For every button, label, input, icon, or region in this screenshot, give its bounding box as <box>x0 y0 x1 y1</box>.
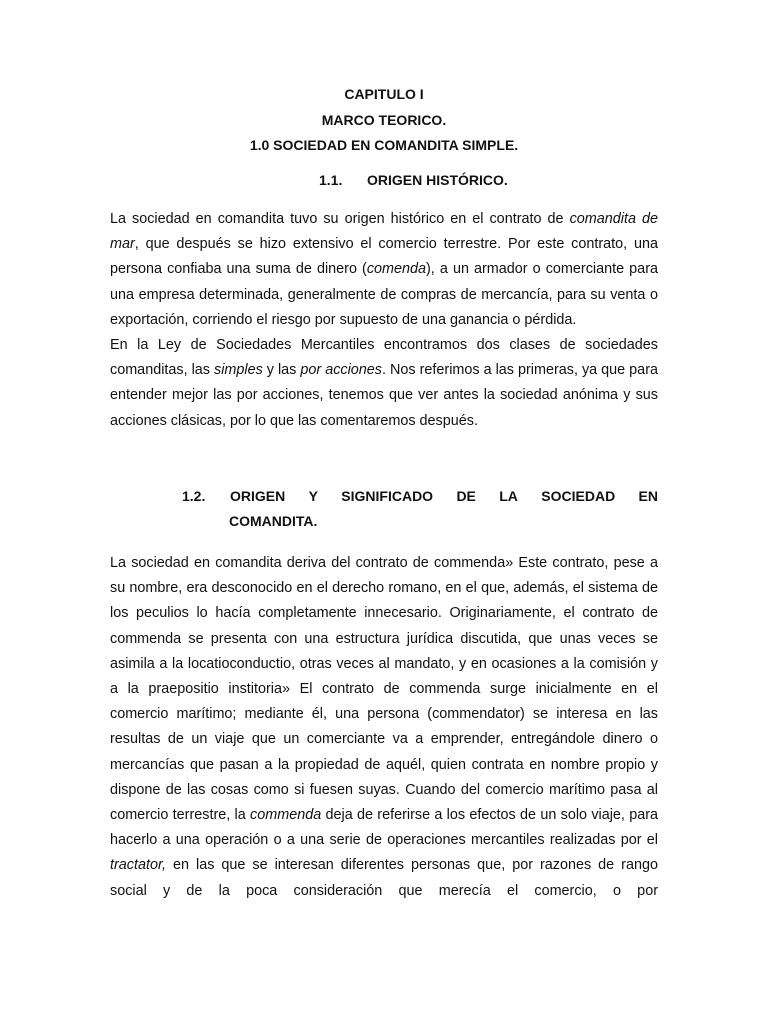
paragraph-2-italic-b: por acciones <box>300 362 382 379</box>
framework-heading: MARCO TEORICO. <box>321 112 447 128</box>
paragraph-3-text-b: deja de referirse a los efectos de un solo viaje, para hacerlo a una operación o a una serie de operaciones mercantiles realizadas por el <box>110 807 659 849</box>
paragraph-3-text-c: en las que se interesan diferentes personas que, por razones de rango social y de la poca consideración que merecía el comercio, o por <box>110 857 658 899</box>
subsection-2-title-word: ORIGEN <box>230 488 286 504</box>
paragraph-1-italic-b: comenda <box>366 261 427 278</box>
subsection-2-title-word: SIGNIFICADO <box>341 488 434 504</box>
subsection-2-number: 1.2. <box>182 488 206 504</box>
paragraph-2-text-c: . Nos referimos a las primeras, ya que para entender mejor las por acciones, tenemos que ver antes la sociedad anónima y sus acciones clásicas, por lo que las comentaremos después. <box>110 362 658 429</box>
subsection-1-number: 1.1. <box>319 172 343 188</box>
paragraph-1-text-b: , que después se hizo extensivo el comercio terrestre. Por este contrato, una persona confiaba una suma de dinero ( <box>110 236 658 278</box>
subsection-2-title-line-2: COMANDITA. <box>229 513 318 529</box>
subsection-2-title-word: Y <box>308 488 318 504</box>
subsection-2-heading <box>182 484 658 534</box>
paragraph-3-italic-b: tractator, <box>110 857 166 874</box>
body-block-1 <box>110 207 658 434</box>
paragraph-1-text-a: La sociedad en comandita tuvo su origen histórico en el contrato de <box>110 211 570 227</box>
paragraph-3-italic-a: commenda <box>250 807 322 824</box>
paragraph-3 <box>110 551 658 904</box>
subsection-2-title-words <box>230 484 658 509</box>
paragraph-1-italic-a: comandita de mar <box>110 211 658 253</box>
subsection-2-title-word: LA <box>499 488 518 504</box>
paragraph-2-text-b: y las <box>262 362 301 379</box>
subsection-2-title-word: SOCIEDAD <box>541 488 616 504</box>
paragraph-1 <box>110 207 658 333</box>
paragraph-2 <box>110 333 658 434</box>
subsection-2-line-1 <box>182 484 658 509</box>
subsection-2-title-word: EN <box>638 488 658 504</box>
paragraph-1-text-c: ), a un armador o comerciante para una empresa determinada, generalmente de compras de mercancía, para su venta o exportación, corriendo el riesgo por supuesto de una ganancia o pérdida. <box>110 261 658 328</box>
body-block-2 <box>110 551 658 904</box>
subsection-2-title-word: DE <box>456 488 476 504</box>
chapter-heading: CAPITULO I <box>344 86 424 102</box>
subsection-1-title: ORIGEN HISTÓRICO. <box>367 172 508 188</box>
paragraph-2-italic-a: simples <box>214 362 263 379</box>
section-heading: 1.0 SOCIEDAD EN COMANDITA SIMPLE. <box>249 137 519 153</box>
subsection-1-heading <box>319 171 508 189</box>
paragraph-3-text-a: La sociedad en comandita deriva del contrato de commenda» Este contrato, pese a su nombre, era desconocido en el derecho romano, en el que, además, el sistema de los peculios lo hacía completamente innecesario. Originariamente, el contrato de commenda se presenta con una estructura jurídica discutida, que unas veces se asimila a la locatioconductio, otras veces al mandato, y en ocasiones a la comisión y a la praepositio institoria» El contrato de commenda surge inicialmente en el comercio marítimo; mediante él, una persona (commendator) se interesa en las resultas de un viaje que un comerciante va a emprender, entregándole dinero o mercancías que pasan a la propiedad de aquél, quien contrata en nombre propio y dispone de las cosas como si fuesen suyas. Cuando del comercio marítimo pasa al comercio terrestre, la <box>110 555 658 824</box>
paragraph-2-text-a: En la Ley de Sociedades Mercantiles encontramos dos clases de sociedades comanditas, las <box>110 337 658 379</box>
